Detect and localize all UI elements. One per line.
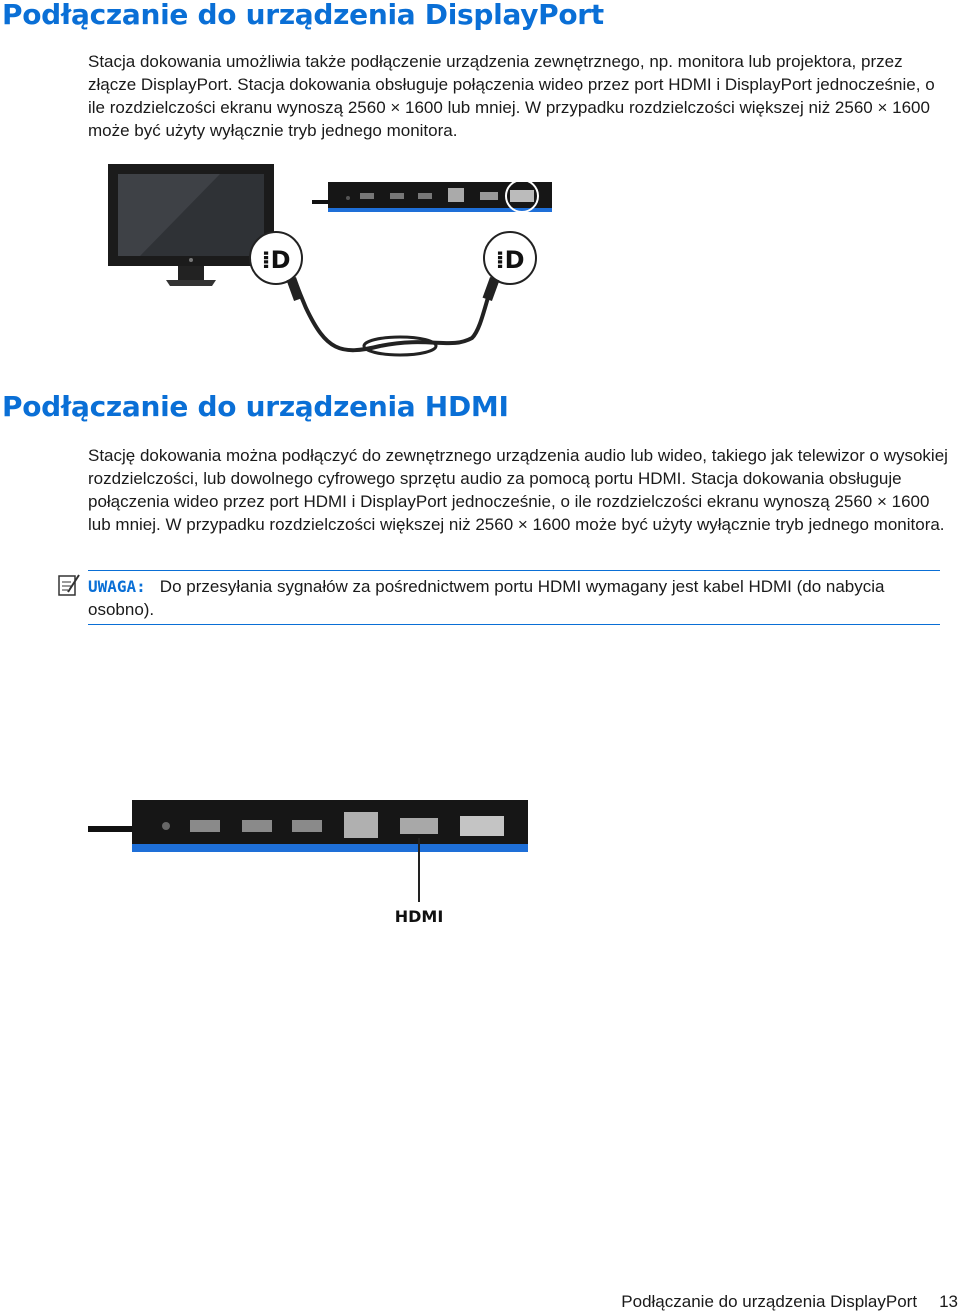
note-text: Do przesyłania sygnałów za pośrednictwem portu HDMI wymagany jest kabel HDMI (do nabycia osobno). [88,577,885,619]
hdmi-logo: HDMI [394,907,444,926]
displayport-icon [484,232,536,284]
monitor-image [108,164,274,286]
displayport-figure [100,160,570,370]
section-body-displayport: Stacja dokowania umożliwia także podłączenie urządzenia zewnętrznego, np. monitora lub projektora, przez złącze DisplayPort. Stacja dokowania obsługuje połączenia wideo przez port HDMI i DisplayPort jednocześnie, o ile rozdzielczości ekranu wynoszą 2560 × 1600 lub mniej. W przypadku rozdzielczości większej niż 2560 × 1600 może być użyty wyłącznie tryb jednego monitora. [88,52,935,140]
note-label: UWAGA: [88,577,146,596]
dock-image [312,180,552,212]
page-footer [621,1292,958,1312]
hdmi-figure [88,790,548,940]
section-title-displayport: Podłączanie do urządzenia DisplayPort [2,0,604,31]
svg-text:⁞D: ⁞D [495,246,525,274]
displayport-icon [250,232,302,284]
note-icon [56,572,82,598]
dock-image [88,800,528,902]
section-body-hdmi: Stację dokowania można podłączyć do zewnętrznego urządzenia audio lub wideo, takiego jak telewizor o wysokiej rozdzielczości, lub dowolnego cyfrowego sprzętu audio za pomocą portu HDMI. Stacja dokowania obsługuje połączenia wideo przez port HDMI i DisplayPort jednocześnie, o ile rozdzielczości ekranu wynoszą 2560 × 1600 lub mniej. W przypadku rozdzielczości większej niż 2560 × 1600 może być użyty wyłącznie tryb jednego monitora. [88,446,948,534]
svg-text:⁞D: ⁞D [261,246,291,274]
footer-section-title: Podłączanie do urządzenia DisplayPort [621,1292,918,1311]
section-title-hdmi: Podłączanie do urządzenia HDMI [2,390,509,423]
note-box [88,570,940,625]
page-number: 13 [939,1292,958,1311]
